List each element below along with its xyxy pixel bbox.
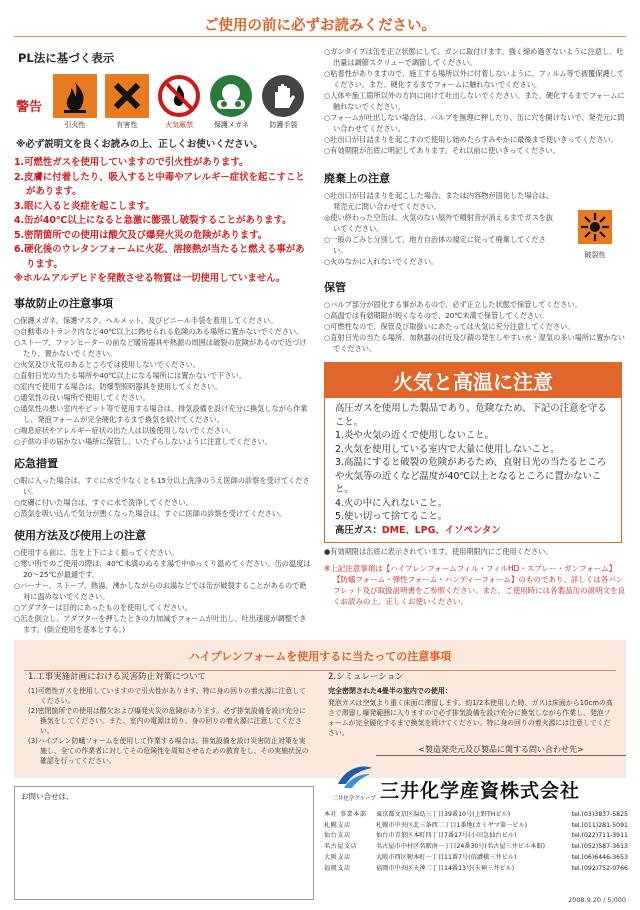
emergency-list xyxy=(14,475,312,519)
accident-heading: 事故防止の注意事項 xyxy=(14,296,113,310)
burst-label: 破裂性 xyxy=(584,251,606,259)
office-name: 福岡支店 xyxy=(324,864,351,872)
list-item: ○寒い所でのご使用の際は、40℃未満のぬるま湯で中ゆっくり温めてください。缶の温度は20～25℃が最適です。 xyxy=(14,558,311,579)
list-item: ○フォームが吐出しない場合は、バルブを無理に押したり、缶に穴を開けないで、発売元に問い合わせてください。 xyxy=(324,113,625,133)
notice-left-heading: 1.工事実施計画における災害防止対策について xyxy=(28,672,206,682)
notice-right xyxy=(328,670,614,738)
list-item: ○火のなかに入れないでください。 xyxy=(324,257,439,266)
office-address: 福岡市中央区天神二丁目14番13号(天神三井ビル) xyxy=(376,864,515,872)
fire-item: 5.使い切って捨てること。 xyxy=(335,511,448,522)
accident-list xyxy=(14,315,312,447)
harmful-label: 有害性 xyxy=(116,121,138,129)
office-tel: tel.(011)281-5091 xyxy=(571,821,628,829)
list-item: ○室内で使用する場合は、防爆型照明器具を使用してください。 xyxy=(14,381,222,391)
hazard-list xyxy=(14,156,312,287)
list-item: ○火気及び火花のあるところでは使用しないでください。 xyxy=(14,359,200,369)
list-item: ○通気性の悪い室内やピット等で使用する場合は、排気設備を設け充分に換気しながら作業し、発泡フォームが完全硬化するまで換気を続けてください。 xyxy=(14,403,308,424)
fire-item: 1.炎や火気の近くで使用しないこと。 xyxy=(335,430,494,441)
gun-notes-list xyxy=(324,46,626,156)
gloves-label: 防護手袋 xyxy=(269,121,298,129)
list-item: ○通気性の良い場所で使用してください。 xyxy=(14,392,150,402)
office-address: 札幌市中央区北三条西二丁目1番地(カミヤマ第一ビル) xyxy=(376,821,528,829)
office-address: 仙台市青葉区本町四丁目7番17号(小田急仙台ビル) xyxy=(376,832,517,840)
page-title: ご使用の前に必ずお読みください。 xyxy=(204,18,436,34)
list-item: ◎使い終わった空缶は、火気のない屋外で噴射音が消えるまでガスを抜いてください。 xyxy=(324,213,554,233)
list-item: ○保護メガネ、保護マスク、ヘルメット、及びビニール手袋を着用してください。 xyxy=(14,315,278,325)
hazard-item: 3.眼に入ると炎症を起こします。 xyxy=(14,200,155,212)
gloves-icon xyxy=(260,74,307,130)
logo-label: 三井化学グループ xyxy=(332,796,376,802)
disposal-list xyxy=(324,190,556,267)
fire-item: 2.火気を使用している室内で大量に使用しないこと。 xyxy=(335,443,560,455)
storage-heading: 保管 xyxy=(324,281,346,294)
notice-left xyxy=(28,670,310,766)
fire-intro: 高圧ガスを使用した製品であり、危険なため、下記の注意を守ること。 xyxy=(335,403,607,428)
office-tel: tel.(092)752-0766 xyxy=(571,864,628,872)
company-logo xyxy=(332,762,376,802)
gas-label: 高圧ガス： xyxy=(335,524,382,536)
inquiry-box xyxy=(14,786,314,900)
notice-heading: ハイプレンフォームを使用するに当たっての注意事項 xyxy=(188,650,452,663)
warning-label: 警告 xyxy=(16,100,43,115)
office-address: 東京都文京区湯島三丁目39番10号(上野THビル) xyxy=(376,811,511,818)
office-row xyxy=(324,842,628,853)
no-fire-icon xyxy=(156,74,203,130)
fire-item: 4.火の中に入れないこと。 xyxy=(335,497,448,509)
burst-badge xyxy=(578,210,612,260)
office-address: 大阪市西区靭本町一丁目11番7号(信濃橋三井ビル) xyxy=(376,853,517,861)
emergency-heading: 応急措置 xyxy=(14,456,58,470)
gas-value: DME、LPG、イソペンタン xyxy=(381,524,501,536)
list-item: ○ガンタイプは缶を正立状態にして、ガンに取付けます。強く締め過ぎないように注意し、吐出量は調節スクリューで調節してください。 xyxy=(324,47,624,67)
list-item: ○粘着性がありますので、施工する場所以外に付着しないように、フィルム等で被覆保護してください。また、硬化するまでフォームに触れないでください。 xyxy=(324,69,624,89)
list-item: ○有効期限が缶底に明記してあります。それ以前に使いきってください。 xyxy=(324,146,560,155)
burst-icon xyxy=(578,210,612,244)
list-item: ○子供の手の届かない場所に保管し、いたずらしないように注意してください。 xyxy=(14,436,272,446)
fire-warning-body xyxy=(325,398,621,542)
list-item: ○直射日光の当たる場所や40℃以上になる場所には置かないで下さい。 xyxy=(14,370,246,380)
flammable-icon xyxy=(51,74,98,130)
office-tel: tel.(022)711-3911 xyxy=(571,832,628,840)
expiry-note: ●有効期限は缶底に表示されています。使用期限内にご使用ください。 xyxy=(324,547,553,556)
list-item: ○人体や施工箇所以外の方向に向けて吐出しないでください。また、硬化するまでフォームに触れないでください。 xyxy=(324,91,625,111)
fire-warning-box xyxy=(324,362,622,543)
disposal-block xyxy=(324,190,626,267)
fire-item: 3.高温にすると破裂の危険があるため、直射日光の当たるところや火気等の近くなど温度が40℃以上となるところに置かないこと。 xyxy=(335,457,607,495)
list-item: ○吐出口が目詰まりを起こした場合、または内容物が固化した場合は、発売元に問い合わせてください。 xyxy=(324,191,554,211)
office-name: 大阪支店 xyxy=(324,853,351,861)
notice-right-sub: 完全密閉された4畳半の室内での使用： xyxy=(328,687,452,695)
maker-line: <製造発売元及び製品に関する問い合わせ先> xyxy=(418,745,584,754)
office-tel: tel.(06)6446-3653 xyxy=(571,853,628,861)
goggles-icon xyxy=(208,74,255,130)
list-item: ○使用する前に、缶を上下によく振ってください。 xyxy=(14,547,179,557)
office-name: 仙台支店 xyxy=(324,832,351,840)
list-item: ○バーナー、ストーブ、熱湯、沸かしながらのお湯などでは缶が破裂することがあるので絶対に温めないでください。 xyxy=(14,580,307,601)
hazard-item: ※ホルムアルデヒドを発散させる物質は一切使用していません。 xyxy=(14,273,286,284)
goggles-label: 保護メガネ xyxy=(213,121,249,129)
maker-rule xyxy=(376,755,626,756)
list-item: ○自動車のトランク内など40℃以上に熱せられる危険のある場所に置かないでください。 xyxy=(14,326,304,336)
office-row xyxy=(324,831,628,842)
list-item: ○吐出口が目詰まりを起こすので使用し始めたらすみやかに最後まで使いきってください。 xyxy=(324,135,618,144)
notice-right-heading: 2.シミュレーション xyxy=(328,672,404,682)
right-column xyxy=(324,46,626,607)
usage-list xyxy=(14,547,312,635)
office-address: 名古屋市中村区名駅南一丁目24番30号(名古屋三井ビル本館) xyxy=(376,843,546,851)
office-name: 札幌支店 xyxy=(324,821,351,829)
notice-right-text: 発泡ガスは空気より重く床面に滞留します。約1/2本使用した時、ガスは床面から10cmの高さで滞留し爆発範囲に入りますので必ず排気設備を設け充分に換気しながら作業し、発泡フォームが完全硬化するまで換気を続けてください。特に身の回りの着火源には注意してください。 xyxy=(328,699,613,737)
office-name: 本社 事業本部 xyxy=(324,811,367,818)
pl-icons xyxy=(16,74,312,130)
office-list xyxy=(324,810,628,874)
hazard-item: 4.缶が40℃以上になると急激に膨張し破裂することがあります。 xyxy=(14,215,292,226)
must-read: ※必ず説明文を良くお読みの上、正しくお使いください。 xyxy=(16,139,263,150)
office-row xyxy=(324,853,628,864)
hazard-item: 1.可燃性ガスを使用していますので引火性があります。 xyxy=(14,157,249,168)
harmful-icon xyxy=(103,74,150,130)
hazard-item: 5.密閉箇所での使用は酸欠及び爆発火災の危険があります。 xyxy=(14,229,268,241)
usage-heading: 使用方法及び使用上の注意 xyxy=(14,528,146,542)
office-name: 名古屋支店 xyxy=(324,843,358,851)
list-item: (2)密閉箇所での使用は酸欠および爆発火災の危険があります。必ず排気設備を設け充分に換気をしてください。また、室内の電源は切り、身の回りの着火源に注意してください。 xyxy=(28,707,306,735)
notice-left-list xyxy=(28,686,310,766)
print-date: 2008.9.20 / 5,000 xyxy=(567,896,626,904)
office-row xyxy=(324,810,628,821)
office-tel: tel.(052)587-3613 xyxy=(571,843,628,851)
pl-heading: PL法に基づく表示 xyxy=(18,51,115,65)
hazard-item: 2.皮膚に付着したり、吸入すると中毒やアレルギー症状を起こすことがあります。 xyxy=(14,171,305,197)
mitsui-logo-icon xyxy=(332,762,376,792)
title-rule xyxy=(14,36,626,37)
list-item: (1)可燃性ガスを使用していますので引火性があります。特に身の回りの着火源に注意してください。 xyxy=(28,687,306,705)
gas-line xyxy=(335,524,613,538)
storage-list xyxy=(324,299,626,354)
no-fire-label: 火気厳禁 xyxy=(165,121,194,129)
hazard-item: 6.硬化後のウレタンフォームに火花、溶接熱が当たると燃える事があります。 xyxy=(14,244,305,270)
office-row xyxy=(324,821,628,832)
inquiry-label: お問い合せは、 xyxy=(21,792,74,801)
list-item: ○皮膚に付いた場合は、すぐに水で洗浄してください。 xyxy=(14,497,193,507)
list-item: ○缶を倒立し、アダプターを押したときの力加減でフォームが吐出し、吐出速度が調整できます。(倒立使用を基本とする。) xyxy=(14,613,307,634)
list-item: ○蒸気を吸い込んで気分が悪くなった場合は、すぐに医師の診察を受けてください。 xyxy=(14,508,287,518)
list-item: ○一般のごみと分別して、地方自治体の規定に従って廃棄してください。 xyxy=(324,235,546,255)
fire-warning-heading: 火気と高温に注意 xyxy=(325,363,621,398)
company-name: 三井化学産資株式会社 xyxy=(380,780,581,802)
list-item: ○アダプターは目的にあったものを使用してください。 xyxy=(14,602,192,612)
list-item: ○バルブ部分が固化する事があるので、必ず正立した状態で保管してください。 xyxy=(324,300,582,309)
reference-note: ※上記注意事項は【ハイプレンフォームフィル・フィルHD・スプレー・ガンフォーム】【防蟻フォーム・弾性フォーム・ハンディーフォーム】のものであり、詳しくは各パンフレット及び取扱説明書をご参照ください。また、ご使用時には各製品缶の説明文を良くお読みの上、正しくお使いください。 xyxy=(324,564,626,606)
office-row xyxy=(324,864,628,875)
flammable-label: 引火性 xyxy=(64,121,86,129)
list-item: ○直射日光の当たる場所、加熱器の付近及び錆の発生しやすい水・湿気の多い場所に置かないでください。 xyxy=(324,333,625,353)
usage-notice-panel xyxy=(14,640,626,778)
list-item: ○喘息症状やアレルギー症状の出た人は以後使用しないでください。 xyxy=(14,425,236,435)
list-item: ○可燃性なので、保管及び取扱いにあたっては火気に充分注意してください。 xyxy=(324,322,575,331)
list-item: ○ストーブ、ファンヒーターの前など暖房器具や熱源の周囲は破裂の危険があるので近づけたり、置かないでください。 xyxy=(14,337,307,358)
disposal-heading: 廃棄上の注意 xyxy=(324,172,390,185)
list-item: (3)ハイプレン防蟻フォームを使用して作業する場合は、排気設備を設け災害防止対策を実施し、全ての作業者に対してその危険性を周知させるための教育をし、その実施状況の確認を行ってください。 xyxy=(28,737,309,765)
list-item: ○高温では有効期限が短くなるので、20℃未満で保管してください。 xyxy=(324,311,549,320)
office-tel: tel.(03)3837-5825 xyxy=(571,811,628,818)
list-item: ○眼に入った場合は、すぐに水で少なくとも15分以上洗浄のうえ医師の診察を受けてください。 xyxy=(14,475,310,496)
left-column xyxy=(14,46,312,635)
